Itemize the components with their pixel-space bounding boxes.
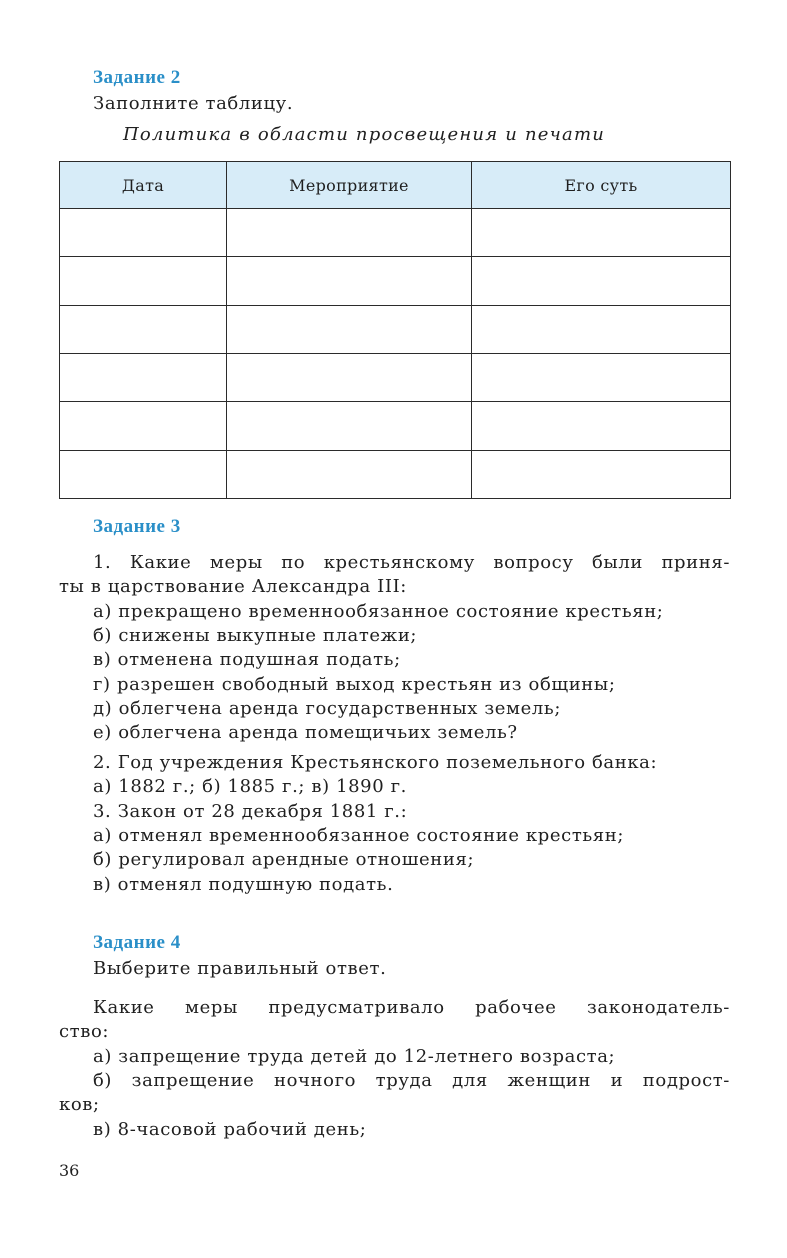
task4-option-b-line2: ков; [59, 1094, 100, 1115]
table-cell[interactable] [60, 305, 227, 353]
task3-q1-line2: ты в царствование Александра III: [59, 576, 407, 597]
task3-q1-line1: 1. Какие меры по крестьянскому вопросу были приня- [93, 552, 730, 573]
task3-q2: 2. Год учреждения Крестьянского поземельного банка: [93, 752, 658, 773]
task3-heading: Задание 3 [93, 516, 181, 537]
table-cell[interactable] [472, 305, 731, 353]
table-header-row [60, 162, 731, 209]
table-cell[interactable] [472, 257, 731, 305]
table-cell[interactable] [60, 257, 227, 305]
task4-heading: Задание 4 [93, 932, 181, 953]
task3-q1-option-f: е) облегчена аренда помещичьих земель? [93, 722, 518, 743]
table-cell[interactable] [227, 450, 472, 498]
task3-q1-option-c: в) отменена подушная подать; [93, 649, 401, 670]
task4-option-b-line1: б) запрещение ночного труда для женщин и подрост- [93, 1070, 730, 1091]
table-cell[interactable] [60, 402, 227, 450]
task3-q1-option-a: а) прекращено временнообязанное состояние крестьян; [93, 601, 664, 622]
task2-heading: Задание 2 [93, 67, 181, 88]
task3-q2-options: а) 1882 г.; б) 1885 г.; в) 1890 г. [93, 776, 407, 797]
column-header-essence: Его суть [472, 162, 731, 209]
table-row [60, 305, 731, 353]
task3-q3-option-a: а) отменял временнообязанное состояние крестьян; [93, 825, 625, 846]
table-cell[interactable] [227, 257, 472, 305]
table-cell[interactable] [60, 353, 227, 401]
task3-q1-option-d: г) разрешен свободный выход крестьян из общины; [93, 674, 616, 695]
task4-instruction: Выберите правильный ответ. [93, 958, 387, 979]
table-cell[interactable] [227, 209, 472, 257]
page-number: 36 [59, 1161, 80, 1180]
table-cell[interactable] [472, 402, 731, 450]
task3-q3: 3. Закон от 28 декабря 1881 г.: [93, 801, 408, 822]
table-cell[interactable] [227, 402, 472, 450]
table-row [60, 257, 731, 305]
task4-question-line1: Какие меры предусматривало рабочее законодатель- [93, 997, 730, 1018]
table-cell[interactable] [60, 450, 227, 498]
task2-instruction: Заполните таблицу. [93, 93, 294, 114]
task3-q1-option-e: д) облегчена аренда государственных земель; [93, 698, 561, 719]
table-cell[interactable] [227, 305, 472, 353]
task4-option-c: в) 8-часовой рабочий день; [93, 1119, 367, 1140]
task4-question-line2: ство: [59, 1021, 110, 1042]
table-row [60, 209, 731, 257]
column-header-date: Дата [60, 162, 227, 209]
table-cell[interactable] [227, 353, 472, 401]
task4-option-a: а) запрещение труда детей до 12-летнего возраста; [93, 1046, 616, 1067]
task3-q1-option-b: б) снижены выкупные платежи; [93, 625, 418, 646]
table-cell[interactable] [472, 209, 731, 257]
table-row [60, 402, 731, 450]
policy-table [59, 161, 731, 499]
table-row [60, 450, 731, 498]
task3-q3-option-c: в) отменял подушную подать. [93, 874, 394, 895]
table-cell[interactable] [472, 353, 731, 401]
table-cell[interactable] [472, 450, 731, 498]
table-title: Политика в области просвещения и печати [123, 124, 605, 145]
task3-q3-option-b: б) регулировал арендные отношения; [93, 849, 475, 870]
table-row [60, 353, 731, 401]
column-header-event: Мероприятие [227, 162, 472, 209]
table-cell[interactable] [60, 209, 227, 257]
